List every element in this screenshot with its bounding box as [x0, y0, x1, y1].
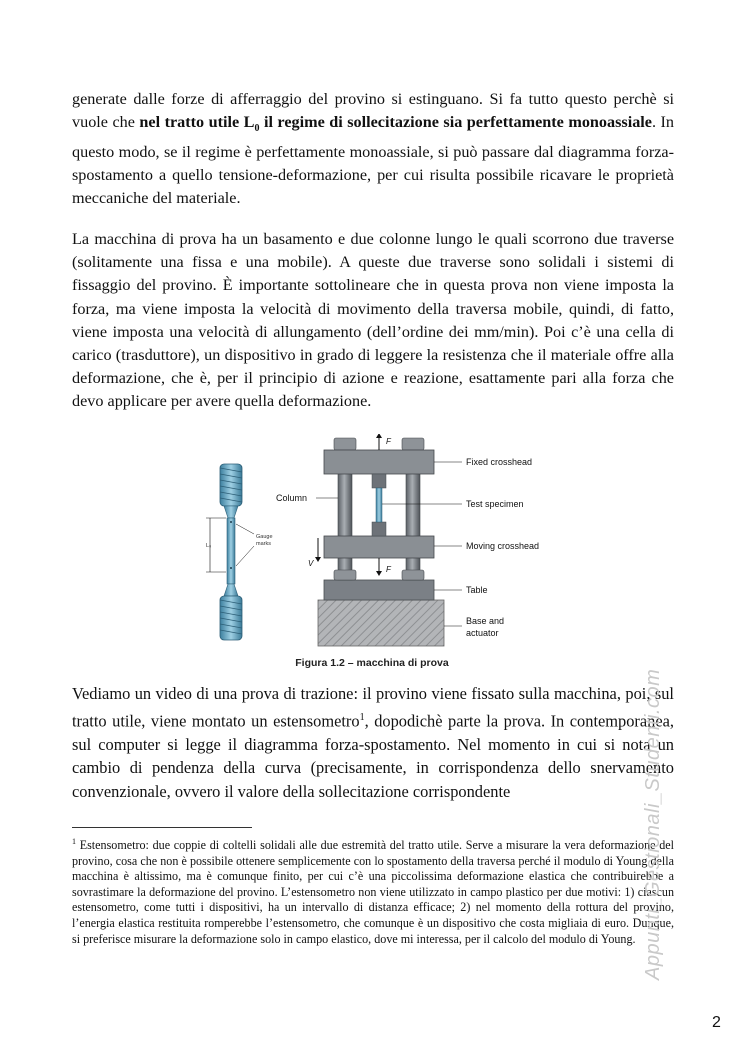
base-label-2: actuator	[466, 628, 499, 638]
gauge-marks-label-2: marks	[256, 541, 271, 547]
base-label-1: Base and	[466, 616, 505, 626]
testing-machine-illustration	[196, 434, 576, 656]
paragraph-2: La macchina di prova ha un basamento e due colonne lungo le quali scorrono due traverse (solitamente una fissa e una mobile). A queste due traverse sono solidali i sistemi di fissaggio del provino. È importante sottolineare che in questa prova non viene imposta la forza, ma viene imposta la velocità di movimento della traversa mobile, quindi, di fatto, viene imposta una velocità di allungamento (dell’ordine dei mm/min). Poi c’è una cella di carico (trasduttore), un dispositivo in grado di leggere la resistenza che il materiale offre alla deformazione, che è, per il principio di azione e reazione, esattamente pari alla forza che devo applicare per avere quella deformazione.	[72, 230, 674, 411]
force-top-label: F	[386, 437, 391, 446]
footnote-mark: 1	[72, 837, 76, 846]
force-bottom-label: F	[386, 565, 391, 574]
paragraph-1-text-a: generate dalle forze di afferraggio del provino si estinguano. Si fa tutto questo perchè si vuole che	[72, 90, 674, 132]
paragraph-3-text-b: , dopodichè parte la prova. In contemporanea, sul computer si legge il diagramma forza-spostamento. Nel momento in cui si nota un cambio di pendenza della curva (precisamente, in corrispondenza dello snervamento convenzionale, ovvero il valore della sollecitazione corrispondente	[72, 711, 674, 801]
footnote-text: Estensometro: due coppie di coltelli solidali alle due estremità del tratto utile. Serve a misurare la vera deformazione del provino, cosa che non è possibile ottenere semplicemente con lo spostamento della traversa perché il modulo di Young della macchina è altissimo, ma è comunque finito, per cui c’è una piccolissima deformazione elastica che contribuirebbe a sovrastimare la deformazione del provino. L’estensometro non viene utilizzato in campo plastico per due motivi: 1) ciascun estensometro, come tutti i dispositivi, ha un intervallo di distanza efficace; 2) nel momento della rottura del provino, l’energia elastica restituita romperebbe l’estensometro, che comunque è un dispositivo che costa migliaia di euro. Dunque, si preferisce misurare la deformazione solo in campo elastico, dove mi interessa, per il calcolo del modulo di Young.	[72, 838, 674, 946]
fixed-crosshead-label: Fixed crosshead	[466, 457, 533, 467]
paragraph-1-bold-a: nel tratto utile $L_0$ il regime di sollecitazione sia perfettamente monoassiale	[139, 113, 652, 135]
base-block	[318, 600, 444, 646]
gauge-marks-label-1: Gauge	[256, 534, 273, 540]
velocity-label: V	[308, 559, 314, 568]
footnote	[72, 834, 674, 947]
testing-machine-figure	[196, 434, 576, 656]
paragraph-1-text-b: . In questo modo, se il regime è perfettamente monoassiale, si può passare dal diagramma forza-spostamento a quello tensione-deformazione, per cui risulta possibile ricavare le proprietà meccaniche del materiale.	[72, 113, 675, 208]
specimen-drawing	[206, 464, 273, 640]
paragraph-1	[72, 88, 674, 210]
table-label: Table	[466, 585, 488, 595]
page-number: 2	[712, 1014, 721, 1031]
table-block	[324, 580, 434, 600]
gauge-length-label: L₀	[206, 543, 212, 549]
watermark	[642, 540, 662, 980]
paragraph-3	[72, 682, 674, 803]
column-label: Column	[276, 493, 308, 503]
footnote-separator	[72, 827, 252, 828]
moving-crosshead	[324, 536, 434, 558]
footnote-reference: 1	[359, 711, 365, 723]
watermark-text: Appunti_Gestionali_Studenti.com	[642, 668, 664, 980]
moving-crosshead-label: Moving crosshead	[466, 541, 540, 551]
paragraph-3-text-a: Vediamo un video di una prova di trazione: il provino viene fissato sulla macchina, poi, sul tratto utile, viene montato un estensometro	[72, 684, 674, 731]
figure-caption: Figura 1.2 – macchina di prova	[295, 657, 449, 669]
fixed-crosshead	[324, 450, 434, 474]
machine-drawing	[276, 434, 539, 646]
test-specimen-label: Test specimen	[466, 499, 524, 509]
